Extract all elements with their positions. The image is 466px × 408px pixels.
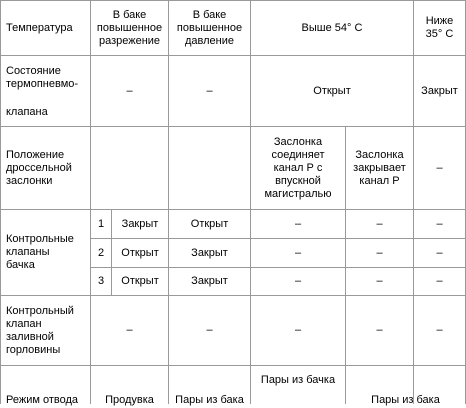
control-valves-label: Контрольные клапаны бачка <box>6 233 74 271</box>
valve-cell: – <box>294 217 302 230</box>
throttle-closes: Заслонка закрывает канал Р <box>353 148 406 187</box>
mode-pressure: Пары из бака <box>175 394 244 406</box>
thermo-above-54: Открыт <box>313 84 351 97</box>
valve-cell: – <box>376 246 383 259</box>
filler-pressure: – <box>206 324 213 336</box>
throttle-label: Положение дроссельной заслонки <box>6 148 72 187</box>
valve-cell: – <box>376 275 383 287</box>
header-vacuum: В баке повышенное разрежение <box>96 8 163 47</box>
valve-pressure: Закрыт <box>191 275 228 287</box>
thermo-label-bottom: клапана <box>6 105 48 118</box>
valve-cell: – <box>376 217 383 230</box>
valve-vacuum: Открыт <box>121 246 159 259</box>
header-temperature: Температура <box>6 21 73 34</box>
valve-pressure: Открыт <box>190 217 229 230</box>
thermo-vacuum: – <box>126 84 133 97</box>
header-pressure: В баке повышенное давление <box>176 8 243 47</box>
valve-cell: – <box>294 246 302 259</box>
mode-label: Режим отвода <box>6 394 79 406</box>
header-above-54: Выше 54° С <box>301 21 363 34</box>
valve-number: 3 <box>97 275 105 287</box>
filler-cell: – <box>376 324 383 336</box>
valve-cell: – <box>436 275 443 287</box>
throttle-below-35: – <box>436 161 443 174</box>
valve-pressure: Закрыт <box>191 246 228 259</box>
valve-vacuum: Закрыт <box>121 217 159 230</box>
thermo-pressure: – <box>206 84 213 97</box>
mode-c1: Пары из бачка <box>260 374 336 386</box>
valve-number: 2 <box>97 246 105 259</box>
mode-c2: Пары из бака <box>371 394 440 406</box>
valve-cell: – <box>436 246 443 259</box>
header-below-35: Ниже 35° С <box>425 15 454 40</box>
filler-cell: – <box>294 324 302 336</box>
valve-cell: – <box>436 217 443 230</box>
valve-number: 1 <box>97 217 105 230</box>
filler-vacuum: – <box>126 324 133 336</box>
filler-valve-label: Контрольный клапан заливной горловины <box>6 304 74 356</box>
mode-vacuum: Продувка <box>105 394 154 406</box>
valve-vacuum: Открыт <box>121 275 159 287</box>
thermo-label-top: Состояние термопневмо- <box>6 65 79 90</box>
row-divider <box>0 365 466 366</box>
thermo-below-35: Закрыт <box>421 84 458 97</box>
filler-cell: – <box>436 324 443 336</box>
valve-cell: – <box>294 275 302 287</box>
throttle-connects: Заслонка соединяет канал Р с впускной магистралью <box>264 135 332 200</box>
